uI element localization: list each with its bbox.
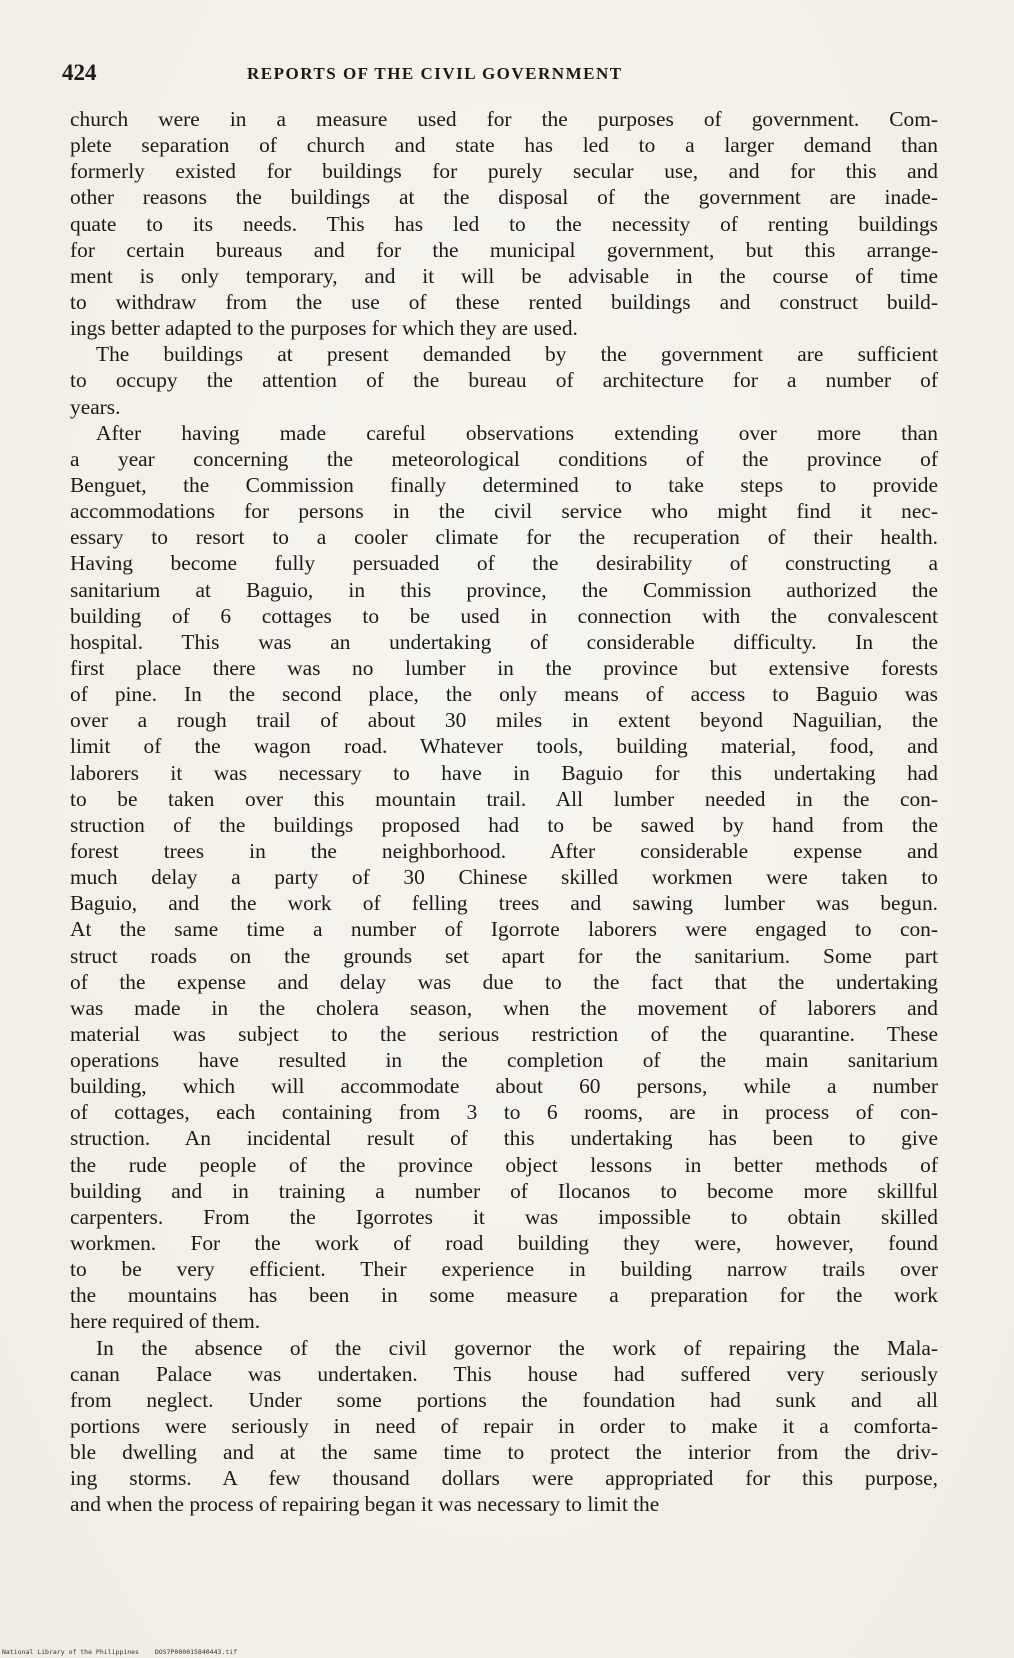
text-line: accommodations for persons in the civil service who might find it nec- <box>70 499 938 524</box>
text-line: In the absence of the civil governor the work of repairing the Mala- <box>96 1335 938 1360</box>
text-line: Baguio, and the work of felling trees and sawing lumber was begun. <box>70 891 938 916</box>
text-line: struction. An incidental result of this undertaking has been to give <box>70 1126 938 1151</box>
text-line: ment is only temporary, and it will be advisable in the course of time <box>70 263 938 288</box>
text-line: hospital. This was an undertaking of considerable difficulty. In the <box>70 629 938 654</box>
text-line: building, which will accommodate about 60 persons, while a number <box>70 1074 938 1099</box>
text-line: carpenters. From the Igorrotes it was impossible to obtain skilled <box>70 1204 938 1229</box>
text-line: much delay a party of 30 Chinese skilled workmen were taken to <box>70 865 938 890</box>
text-line: quate to its needs. This has led to the necessity of renting buildings <box>70 211 938 236</box>
text-line: for certain bureaus and for the municipal government, but this arrange- <box>70 237 938 262</box>
text-line: church were in a measure used for the purposes of government. Com- <box>70 107 938 131</box>
text-line: ing storms. A few thousand dollars were appropriated for this purpose, <box>70 1466 938 1491</box>
file-name: DOS7P000015840443.tif <box>154 1648 238 1656</box>
text-line: Benguet, the Commission finally determined to take steps to provide <box>70 472 938 497</box>
text-line: the mountains has been in some measure a preparation for the work <box>70 1283 938 1308</box>
text-line: plete separation of church and state has led to a larger demand than <box>70 133 938 158</box>
text-line: to be very efficient. Their experience in building narrow trails over <box>70 1257 938 1282</box>
text-line: material was subject to the serious restriction of the quarantine. These <box>70 1021 938 1046</box>
text-line: the rude people of the province object lessons in better methods of <box>70 1152 938 1177</box>
body-text <box>70 106 938 1518</box>
text-line: forest trees in the neighborhood. After considerable expense and <box>70 838 938 863</box>
text-line: ings better adapted to the purposes for which they are used. <box>70 316 578 341</box>
page-number: 424 <box>62 60 97 85</box>
text-line: essary to resort to a cooler climate for the recuperation of their health. <box>70 525 938 550</box>
text-line: to be taken over this mountain trail. All lumber needed in the con- <box>70 786 938 811</box>
text-line: laborers it was necessary to have in Baguio for this undertaking had <box>70 760 938 785</box>
text-line: struction of the buildings proposed had to be sawed by hand from the <box>70 812 938 837</box>
text-line: years. <box>70 394 121 419</box>
text-line: struct roads on the grounds set apart for the sanitarium. Some part <box>70 943 938 968</box>
text-line: building of 6 cottages to be used in connection with the convalescent <box>70 603 938 628</box>
text-line: to withdraw from the use of these rented buildings and construct build- <box>70 289 938 314</box>
text-line: At the same time a number of Igorrote laborers were engaged to con- <box>70 917 938 942</box>
text-line: operations have resulted in the completion of the main sanitarium <box>70 1048 938 1073</box>
text-line: sanitarium at Baguio, in this province, the Commission authorized the <box>70 577 938 602</box>
text-line: ble dwelling and at the same time to protect the interior from the driv- <box>70 1440 938 1465</box>
text-line: of pine. In the second place, the only means of access to Baguio was <box>70 682 938 707</box>
text-line: of the expense and delay was due to the fact that the undertaking <box>70 969 938 994</box>
text-line: After having made careful observations extending over more than <box>96 420 938 445</box>
text-line: over a rough trail of about 30 miles in extent beyond Naguilian, the <box>70 708 938 733</box>
text-line: portions were seriously in need of repair in order to make it a comforta- <box>70 1414 938 1439</box>
text-line: limit of the wagon road. Whatever tools, building material, food, and <box>70 734 938 759</box>
text-line: to occupy the attention of the bureau of architecture for a number of <box>70 368 938 393</box>
text-line: of cottages, each containing from 3 to 6 rooms, are in process of con- <box>70 1100 938 1125</box>
page-header <box>62 60 947 96</box>
text-line: a year concerning the meteorological conditions of the province of <box>70 446 938 471</box>
text-line: was made in the cholera season, when the movement of laborers and <box>70 995 938 1020</box>
text-line: building and in training a number of Ilocanos to become more skillful <box>70 1178 938 1203</box>
text-line: formerly existed for buildings for purely secular use, and for this and <box>70 159 938 184</box>
text-line: canan Palace was undertaken. This house had suffered very seriously <box>70 1361 938 1386</box>
scan-footer <box>2 1648 249 1656</box>
text-line: and when the process of repairing began it was necessary to limit the <box>70 1492 660 1517</box>
text-line: Having become fully persuaded of the desirability of constructing a <box>70 551 938 576</box>
library-credit: National Library of the Philippines <box>2 1648 139 1656</box>
text-line: from neglect. Under some portions the foundation had sunk and all <box>70 1387 938 1412</box>
text-line: other reasons the buildings at the disposal of the government are inade- <box>70 185 938 210</box>
text-line: first place there was no lumber in the province but extensive forests <box>70 655 938 680</box>
running-head: REPORTS OF THE CIVIL GOVERNMENT <box>247 64 623 83</box>
text-line: workmen. For the work of road building they were, however, found <box>70 1231 938 1256</box>
text-line: The buildings at present demanded by the government are sufficient <box>96 342 938 367</box>
text-line: here required of them. <box>70 1309 261 1334</box>
